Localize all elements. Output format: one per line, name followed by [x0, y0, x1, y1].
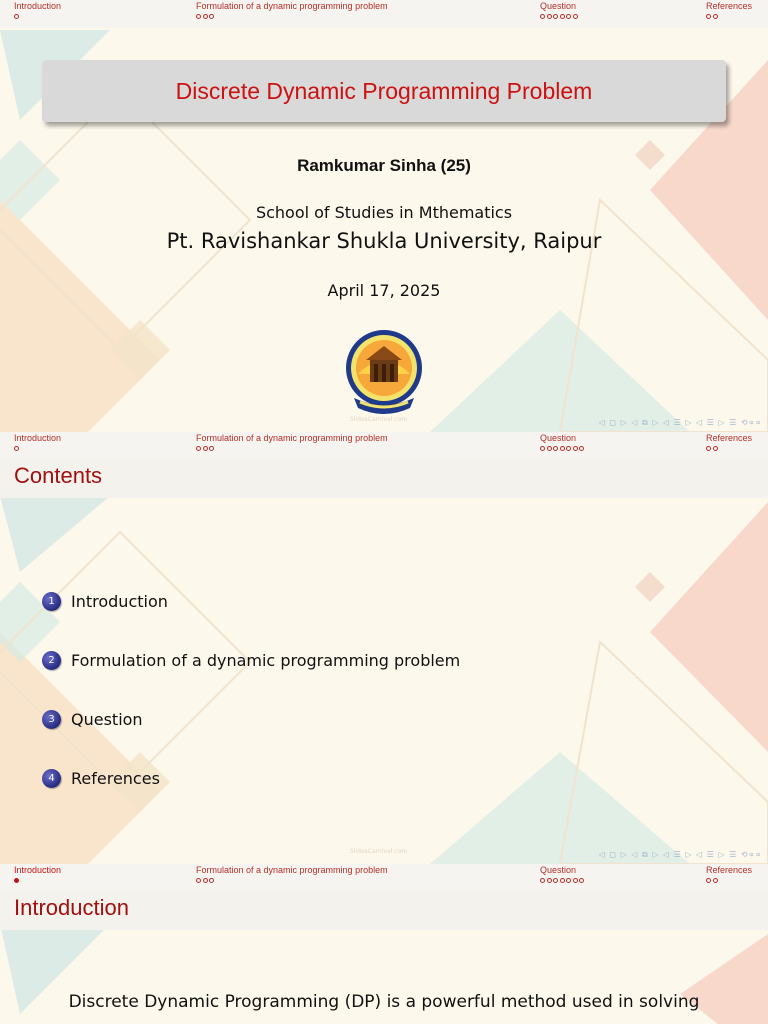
nav-frame-dot[interactable]	[553, 14, 558, 19]
nav-frame-dot[interactable]	[14, 14, 19, 19]
toc-number-ball: 2	[42, 651, 61, 670]
toc-number-ball: 3	[42, 710, 61, 729]
frame-title: Contents	[14, 463, 103, 488]
nav-frame-dot[interactable]	[209, 446, 214, 451]
nav-section-references[interactable]	[706, 865, 752, 884]
presentation-title: Discrete Dynamic Programming Problem	[175, 77, 593, 104]
toc-item-references[interactable]	[42, 749, 460, 808]
nav-section-question[interactable]	[540, 433, 584, 452]
nav-frame-dot[interactable]	[209, 878, 214, 883]
nav-frame-dot[interactable]	[203, 14, 208, 19]
nav-section-label: Formulation of a dynamic programming problem	[196, 433, 388, 443]
nav-frame-dot[interactable]	[540, 14, 545, 19]
nav-frame-dot[interactable]	[706, 878, 711, 883]
nav-section-introduction[interactable]	[14, 433, 61, 452]
nav-frame-dot[interactable]	[14, 446, 19, 451]
nav-section-label: Formulation of a dynamic programming problem	[196, 865, 388, 875]
nav-frame-dot[interactable]	[203, 446, 208, 451]
nav-frame-dot[interactable]	[553, 446, 558, 451]
nav-frame-dot[interactable]	[560, 14, 565, 19]
nav-frame-dot[interactable]	[209, 14, 214, 19]
frame-title: Introduction	[14, 895, 129, 920]
title-slide	[0, 0, 768, 432]
nav-frame-dot[interactable]	[713, 878, 718, 883]
nav-section-references[interactable]	[706, 433, 752, 452]
toc-item-formulation[interactable]	[42, 631, 460, 690]
toc-item-introduction[interactable]	[42, 572, 460, 631]
nav-frame-dot[interactable]	[573, 446, 578, 451]
university-logo-icon	[344, 328, 424, 420]
beamer-navigation-symbols[interactable]: ◁ ◻ ▷ ◁ ⧉ ▷ ◁ ☰ ▷ ◁ ☰ ▷ ☰ ⟲∝∝	[598, 850, 762, 859]
nav-frame-dot[interactable]	[540, 878, 545, 883]
nav-frame-dot[interactable]	[579, 446, 584, 451]
nav-section-label: Introduction	[14, 433, 62, 443]
nav-frame-dot[interactable]	[547, 878, 552, 883]
nav-section-references[interactable]	[706, 1, 752, 20]
nav-frame-dot[interactable]	[566, 446, 571, 451]
toc-label: Question	[71, 710, 143, 729]
author-name: Ramkumar Sinha (25)	[297, 156, 471, 175]
nav-frame-dot[interactable]	[579, 878, 584, 883]
nav-section-question[interactable]	[540, 1, 578, 20]
nav-section-label: References	[706, 1, 753, 11]
nav-frame-dot[interactable]	[553, 878, 558, 883]
nav-section-label: Introduction	[14, 1, 62, 11]
nav-frame-dot[interactable]	[560, 446, 565, 451]
nav-frame-dot-current[interactable]	[14, 878, 19, 883]
presentation-date: April 17, 2025	[327, 281, 441, 300]
nav-frame-dot[interactable]	[540, 446, 545, 451]
nav-frame-dot[interactable]	[547, 446, 552, 451]
nav-frame-dot[interactable]	[203, 878, 208, 883]
toc-number-ball: 4	[42, 769, 61, 788]
introduction-slide	[0, 864, 768, 1024]
institute-department: School of Studies in Mthematics	[255, 203, 513, 222]
nav-frame-dot[interactable]	[560, 878, 565, 883]
nav-section-formulation[interactable]	[196, 433, 388, 452]
toc-item-question[interactable]	[42, 690, 460, 749]
nav-section-question[interactable]	[540, 865, 584, 884]
nav-frame-dot[interactable]	[196, 446, 201, 451]
toc-label: Formulation of a dynamic programming problem	[71, 651, 461, 670]
nav-frame-dot[interactable]	[706, 14, 711, 19]
nav-section-formulation[interactable]	[196, 1, 388, 20]
nav-frame-dot[interactable]	[713, 14, 718, 19]
frame-title-bar	[0, 460, 768, 498]
nav-frame-dot[interactable]	[566, 878, 571, 883]
nav-frame-dot[interactable]	[706, 446, 711, 451]
watermark: SlidesCarnival.com	[350, 848, 408, 855]
table-of-contents	[42, 572, 460, 808]
nav-section-introduction[interactable]	[14, 865, 61, 884]
nav-frame-dot[interactable]	[566, 14, 571, 19]
intro-paragraph: Discrete Dynamic Programming (DP) is a powerful method used in solving	[68, 992, 700, 1012]
title-box	[42, 60, 726, 122]
toc-label: Introduction	[71, 592, 168, 611]
toc-number-ball: 1	[42, 592, 61, 611]
nav-frame-dot[interactable]	[196, 878, 201, 883]
contents-slide	[0, 432, 768, 864]
nav-section-label: Introduction	[14, 865, 62, 875]
nav-frame-dot[interactable]	[573, 14, 578, 19]
nav-frame-dot[interactable]	[573, 878, 578, 883]
nav-section-label: Formulation of a dynamic programming problem	[196, 1, 388, 11]
nav-section-label: References	[706, 865, 753, 875]
nav-section-label: Question	[540, 865, 577, 875]
institute-university: Pt. Ravishankar Shukla University, Raipur	[166, 229, 602, 253]
headline-navigation	[0, 0, 768, 28]
nav-section-formulation[interactable]	[196, 865, 388, 884]
nav-section-introduction[interactable]	[14, 1, 61, 20]
nav-section-label: Question	[540, 433, 577, 443]
nav-frame-dot[interactable]	[547, 14, 552, 19]
nav-section-label: References	[706, 433, 753, 443]
nav-frame-dot[interactable]	[196, 14, 201, 19]
headline-navigation	[0, 432, 768, 460]
beamer-navigation-symbols[interactable]: ◁ ◻ ▷ ◁ ⧉ ▷ ◁ ☰ ▷ ◁ ☰ ▷ ☰ ⟲∝∝	[598, 418, 762, 427]
toc-label: References	[71, 769, 160, 788]
nav-frame-dot[interactable]	[713, 446, 718, 451]
watermark: SlidesCarnival.com	[350, 416, 408, 423]
headline-navigation	[0, 864, 768, 892]
nav-section-label: Question	[540, 1, 577, 11]
